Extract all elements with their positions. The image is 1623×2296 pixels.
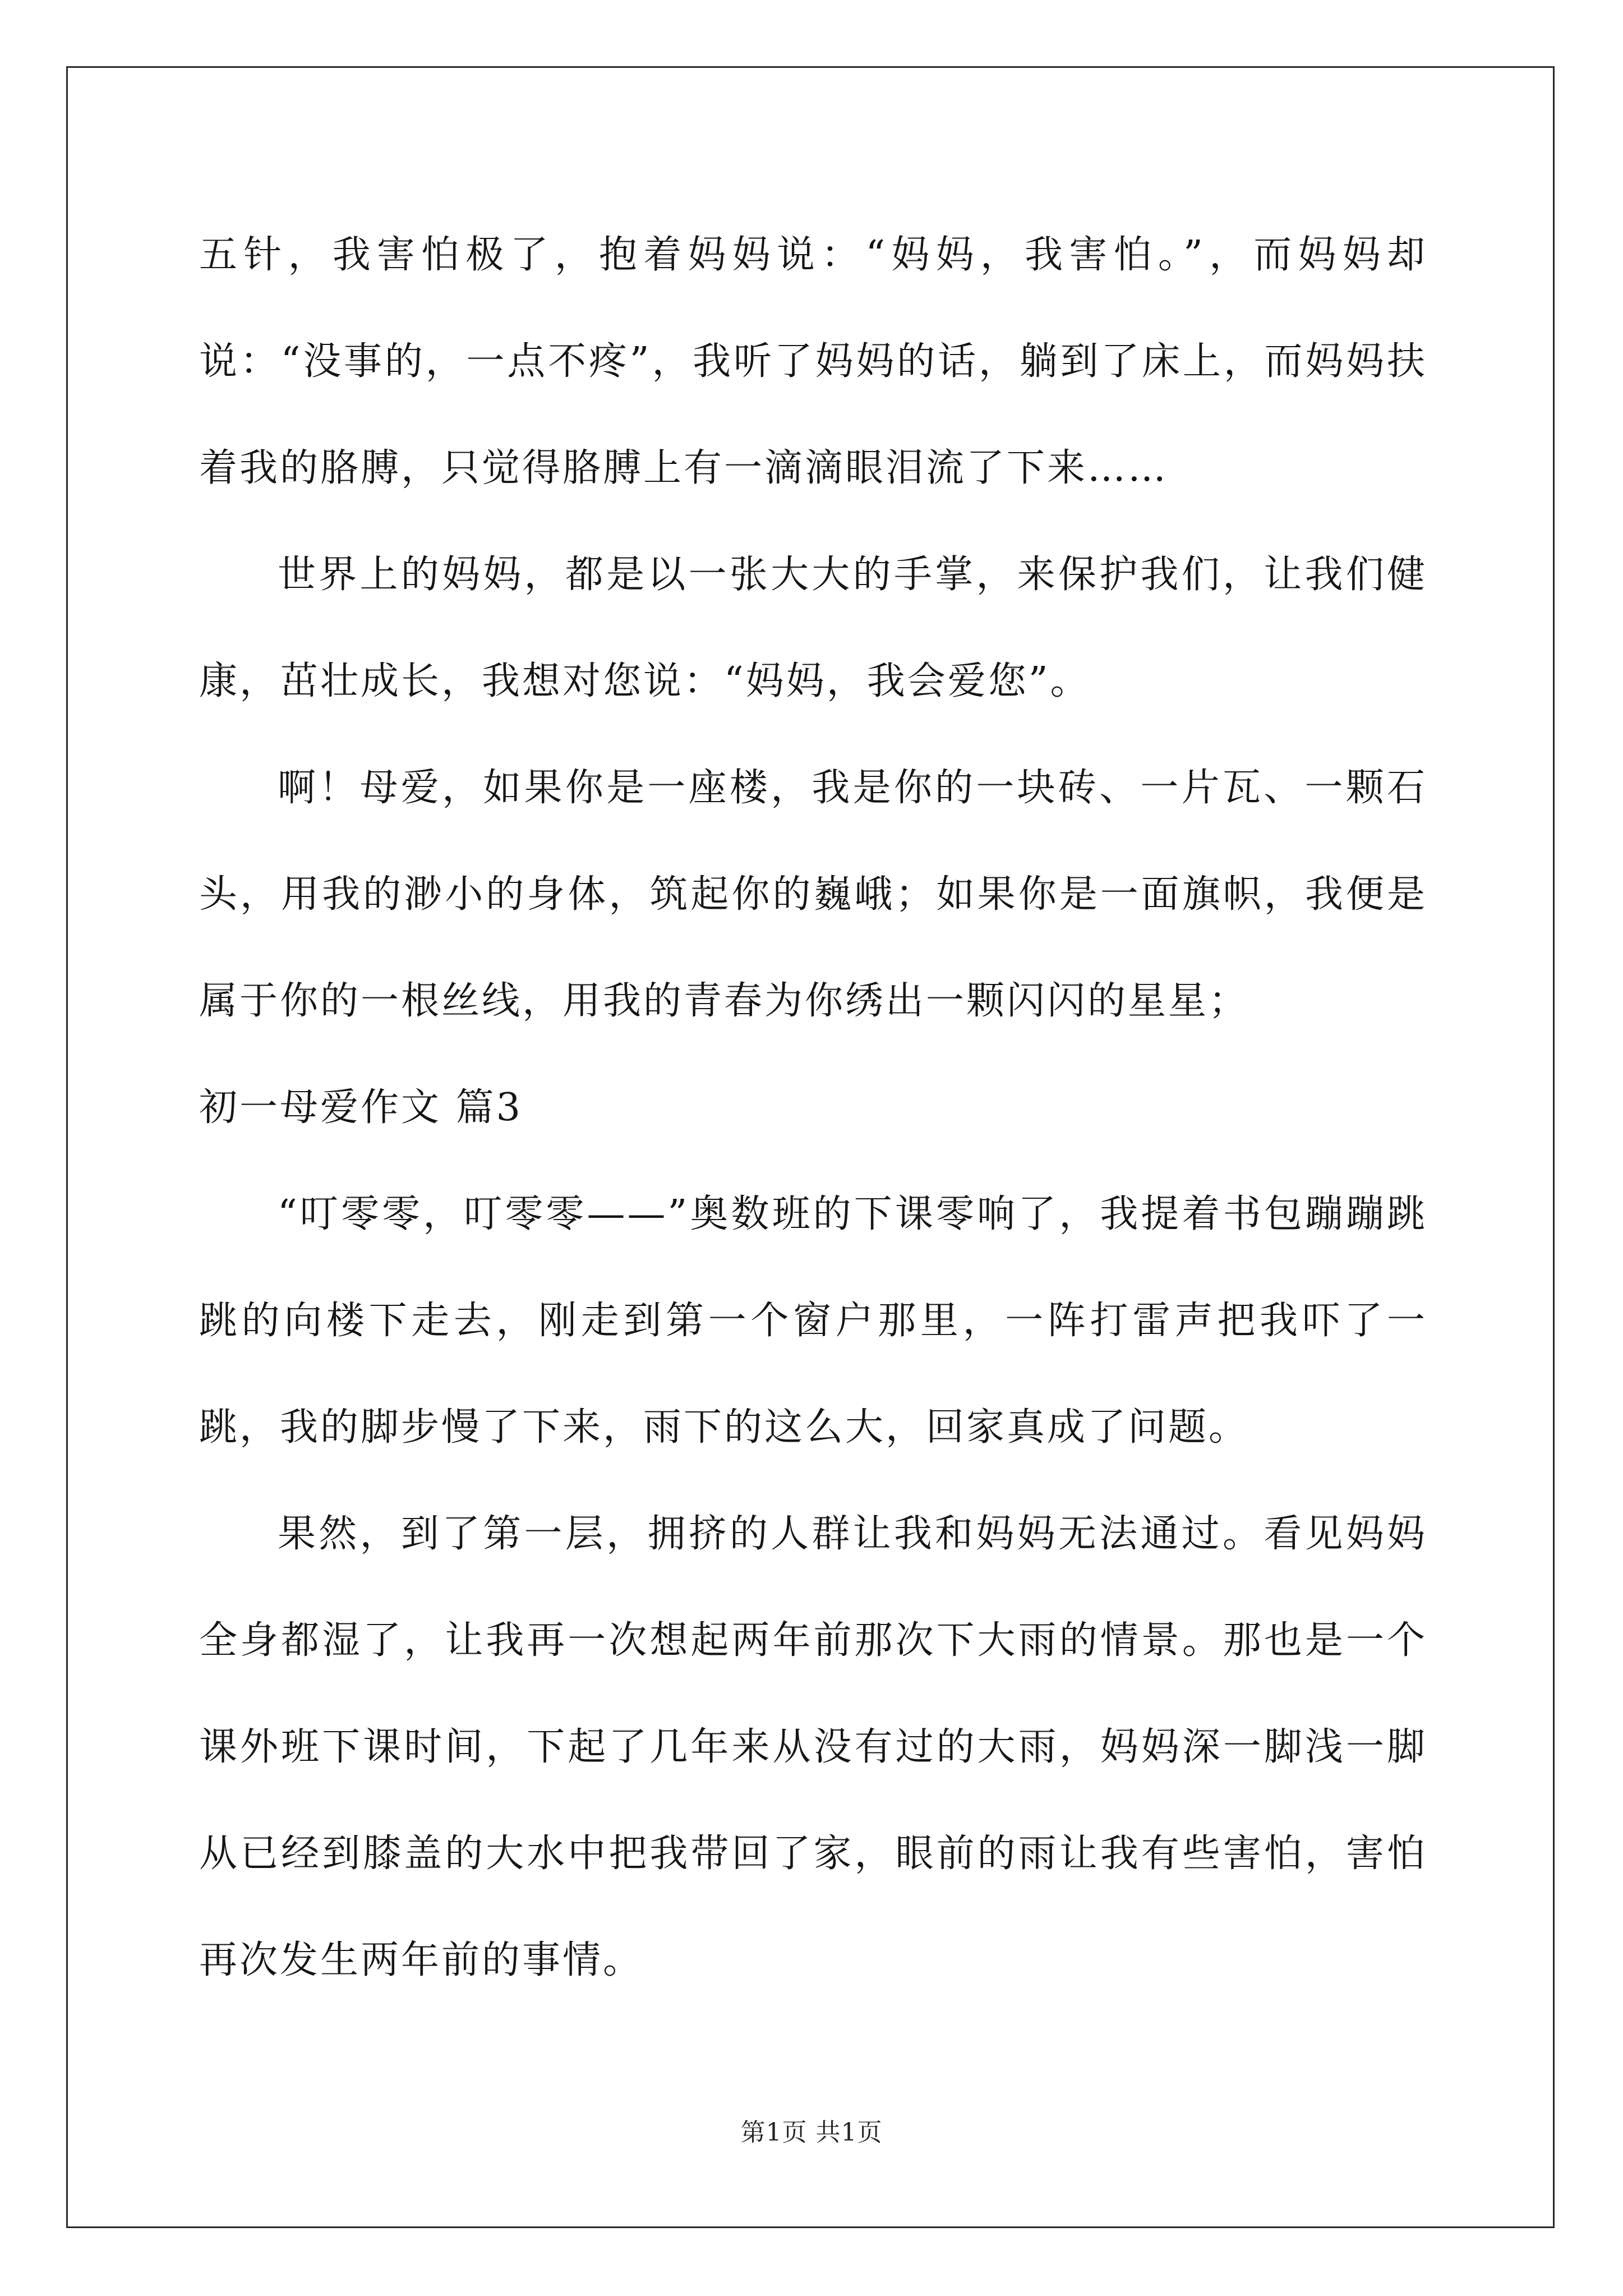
section-heading: 初一母爱作文 篇3 — [199, 1085, 523, 1130]
paragraph-3: 啊！母爱，如果你是一座楼，我是你的一块砖、一片瓦、一颗石头，用我的渺小的身体，筑起你的巍峨；如果你是一面旗帜，我便是属于你的一根丝线，用我的青春为你绣出一颗闪闪的星星； — [199, 766, 1427, 1023]
paragraph-5: 果然，到了第一层，拥挤的人群让我和妈妈无法通过。看见妈妈全身都湿了，让我再一次想起两年前那次下大雨的情景。那也是一个课外班下课时间，下起了几年来从没有过的大雨，妈妈深一脚浅一脚从已经到膝盖的大水中把我带回了家，眼前的雨让我有些害怕，害怕再次发生两年前的事情。 — [199, 1512, 1427, 1982]
paragraph-1: 五针，我害怕极了，抱着妈妈说：“妈妈，我害怕。”，而妈妈却说：“没事的，一点不疼”，我听了妈妈的话，躺到了床上，而妈妈扶着我的胳膊，只觉得胳膊上有一滴滴眼泪流了下来…… — [199, 233, 1427, 490]
paragraph-2: 世界上的妈妈，都是以一张大大的手掌，来保护我们，让我们健康，茁壮成长，我想对您说：“妈妈，我会爱您”。 — [199, 553, 1427, 703]
page-footer: 第1页 共1页 — [740, 2118, 883, 2147]
paragraph-4: “叮零零，叮零零——”奥数班的下课零响了，我提着书包蹦蹦跳跳的向楼下走去，刚走到第一个窗户那里，一阵打雷声把我吓了一跳，我的脚步慢了下来，雨下的这么大，回家真成了问题。 — [199, 1192, 1427, 1450]
document-body — [199, 202, 1427, 2014]
